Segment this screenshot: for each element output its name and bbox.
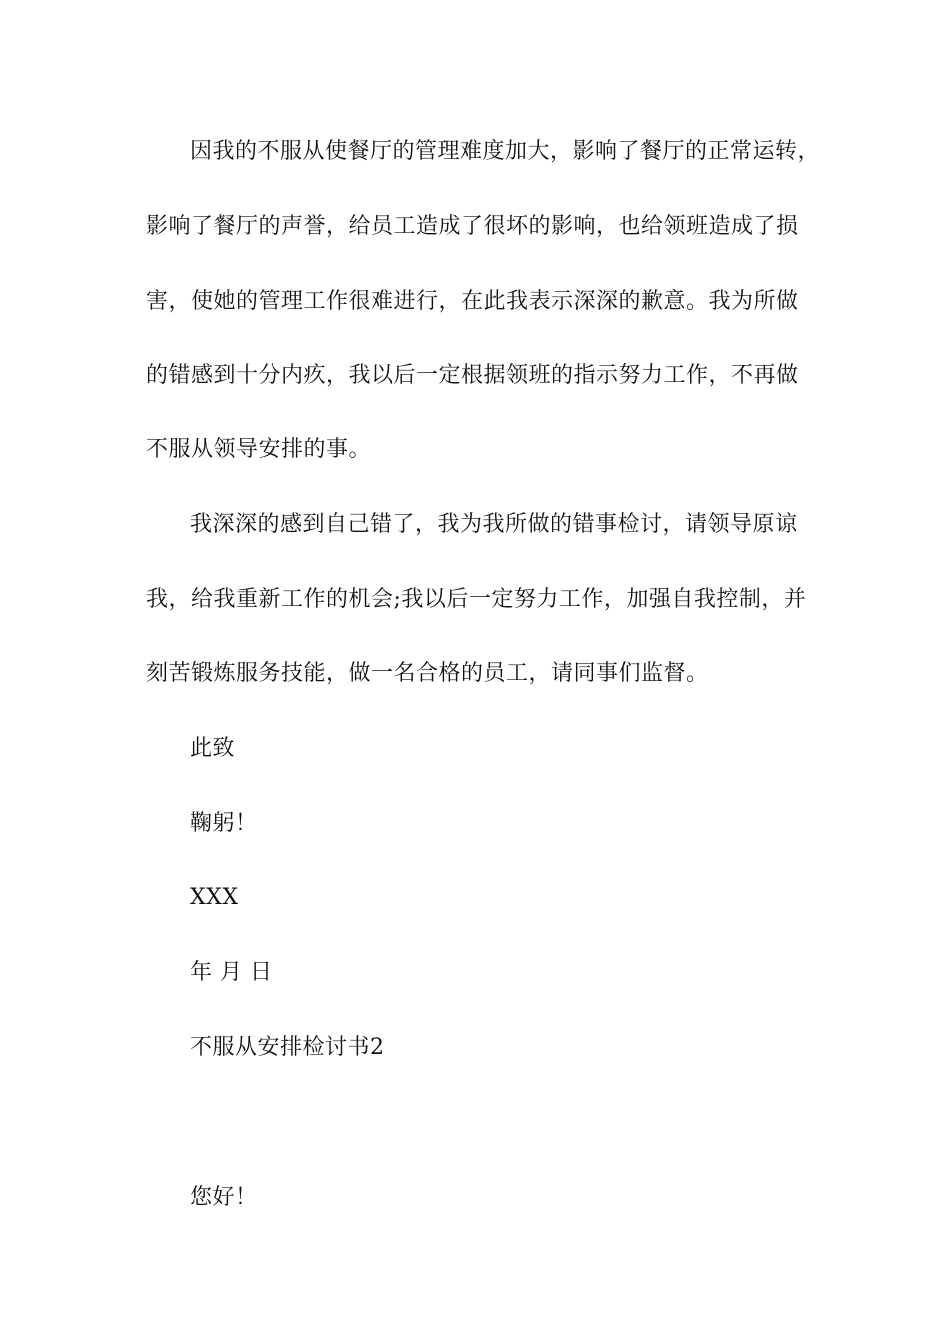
signature: XXX [190,885,239,910]
paragraph2-line2: 我，给我重新工作的机会;我以后一定努力工作，加强自我控制，并 [146,587,807,612]
paragraph1-line5: 不服从领导安排的事。 [146,437,372,462]
greeting: 您好！ [190,1185,258,1210]
paragraph1-line1: 因我的不服从使餐厅的管理难度加大，影响了餐厅的正常运转， [190,139,821,164]
next-document-title: 不服从安排检讨书2 [190,1035,385,1060]
paragraph1-line2: 影响了餐厅的声誉，给员工造成了很坏的影响，也给领班造成了损 [146,214,799,239]
paragraph2-line1: 我深深的感到自己错了，我为我所做的错事检讨，请领导原谅 [190,512,798,537]
closing: 此致 [190,736,236,761]
paragraph1-line4: 的错感到十分内疚，我以后一定根据领班的指示努力工作，不再做 [146,363,799,388]
paragraph2-line3: 刻苦锻炼服务技能，做一名合格的员工，请同事们监督。 [146,661,709,686]
date-line: 年 月 日 [190,960,273,985]
salute: 鞠躬！ [190,811,258,836]
paragraph1-line3: 害，使她的管理工作很难进行，在此我表示深深的歉意。我为所做 [146,289,799,314]
